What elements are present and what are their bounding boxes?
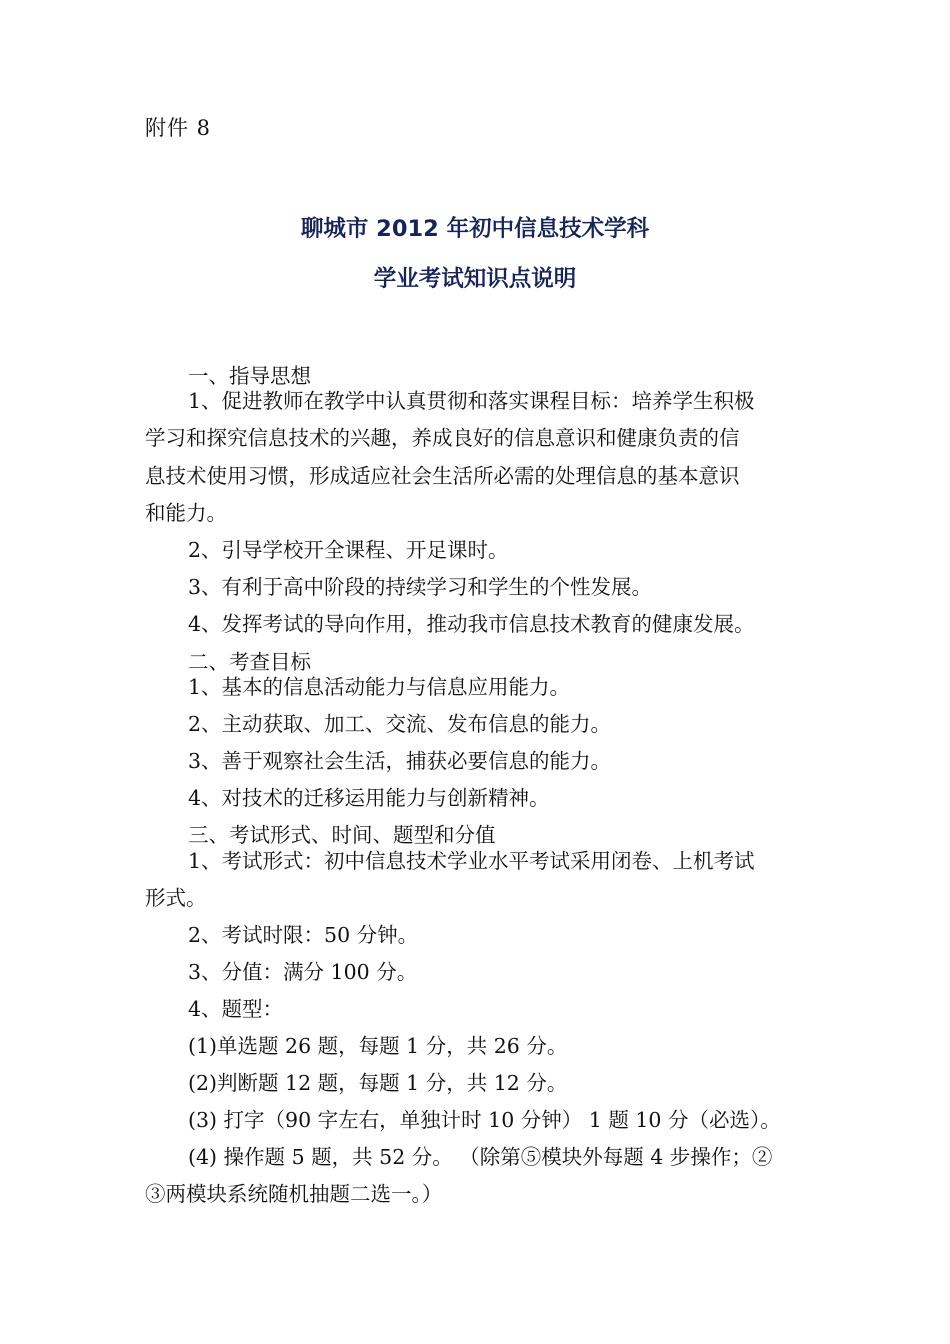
section1-item4: 4、发挥考试的导向作用，推动我市信息技术教育的健康发展。	[188, 612, 755, 636]
section1-item3: 3、有利于高中阶段的持续学习和学生的个性发展。	[188, 575, 653, 599]
section1-item2: 2、引导学校开全课程、开足课时。	[188, 538, 509, 562]
section3-item2: 2、考试时限：50 分钟。	[188, 923, 419, 947]
section3-item1-line2: 形式。	[145, 886, 207, 910]
section3-sub4-line1: (4) 操作题 5 题，共 52 分。 （除第⑤模块外每题 4 步操作；②	[188, 1145, 773, 1169]
section2-item2: 2、主动获取、加工、交流、发布信息的能力。	[188, 712, 612, 736]
section3-sub1: (1)单选题 26 题，每题 1 分，共 26 分。	[188, 1034, 568, 1058]
section1-heading: 一、指导思想	[188, 364, 311, 388]
section2-item4: 4、对技术的迁移运用能力与创新精神。	[188, 786, 550, 810]
section1-item1-line2: 学习和探究信息技术的兴趣，养成良好的信息意识和健康负责的信	[145, 426, 740, 450]
section3-sub3: (3) 打字（90 字左右，单独计时 10 分钟） 1 题 10 分（必选）。	[188, 1108, 781, 1132]
section2-heading: 二、考查目标	[188, 650, 311, 674]
document-title-line1: 聊城市 2012 年初中信息技术学科	[300, 216, 650, 242]
section3-item4: 4、题型：	[188, 997, 284, 1021]
section3-heading: 三、考试形式、时间、题型和分值	[188, 823, 496, 847]
section1-item1-line3: 息技术使用习惯，形成适应社会生活所必需的处理信息的基本意识	[145, 464, 740, 488]
section2-item1: 1、基本的信息活动能力与信息应用能力。	[188, 675, 571, 699]
attachment-label: 附件 8	[145, 116, 212, 140]
section3-sub2: (2)判断题 12 题，每题 1 分，共 12 分。	[188, 1071, 568, 1095]
section1-item1-line4: 和能力。	[145, 501, 227, 525]
section3-sub4-line2: ③两模块系统随机抽题二选一。）	[145, 1182, 443, 1206]
section1-item1-line1: 1、促进教师在教学中认真贯彻和落实课程目标：培养学生积极	[188, 389, 755, 413]
document-title-line2: 学业考试知识点说明	[373, 266, 577, 292]
section3-item3: 3、分值：满分 100 分。	[188, 960, 418, 984]
section2-item3: 3、善于观察社会生活，捕获必要信息的能力。	[188, 749, 612, 773]
section3-item1-line1: 1、考试形式：初中信息技术学业水平考试采用闭卷、上机考试	[188, 849, 755, 873]
